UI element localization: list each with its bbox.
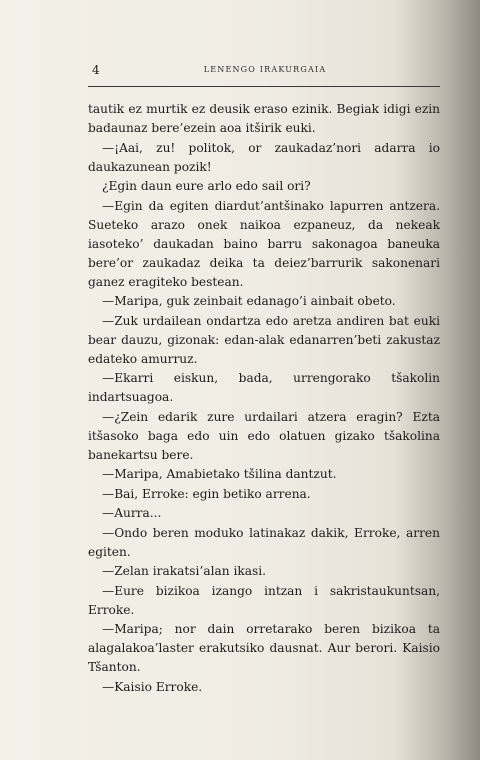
body-text: [88, 100, 440, 697]
paragraph: —Maripa, Amabietako tšilina dantzut.: [102, 467, 337, 481]
header-rule: [88, 86, 440, 87]
paragraph: —Aurra...: [102, 506, 162, 520]
paragraph: —Egin da egiten diardut’antšinako lapurren antzera. Sueteko arazo onek naikoa ezpaneuz, da nekeak iasoteko’ daukadan baino barru sakonagoa baneuka bere’or zaukadaz deika ta deiez’barrurik sakonenari ganez eragiteko bestean.: [88, 198, 440, 289]
page-number: 4: [92, 63, 101, 77]
paragraph: —Eure bizikoa izango intzan i sakristaukuntsan, Erroke.: [88, 583, 440, 617]
paragraph: —¿Zein edarik zure urdailari atzera eragin? Ezta itšasoko baga edo uin edo olatuen gizako tšakolina banekartsu bere.: [88, 409, 440, 462]
paragraph: —¡Aai, zu! politok, or zaukadaz’nori adarra io daukazunean pozik!: [88, 140, 440, 174]
paragraph: —Maripa, guk zeinbait edanago’i ainbait obeto.: [102, 294, 396, 308]
paragraph: —Ondo beren moduko latinakaz dakik, Erroke, arren egiten.: [88, 525, 440, 559]
paragraph: ¿Egin daun eure arlo edo sail ori?: [102, 179, 311, 193]
paragraph: —Bai, Erroke: egin betiko arrena.: [102, 486, 311, 501]
paragraph: tautik ez murtik ez deusik eraso ezinik. Begiak idigi ezin badaunaz bere’ezein aoa itširik euki.: [88, 102, 440, 135]
paragraph: —Zuk urdailean ondartza edo aretza andiren bat euki bear dauzu, gizonak: edan-alak edanarren’beti zakustaz edateko amurruz.: [88, 313, 440, 366]
paragraph: —Kaisio Erroke.: [102, 679, 203, 694]
paragraph: —Zelan irakatsi’alan ikasi.: [102, 564, 267, 578]
paragraph: —Maripa; nor dain orretarako beren bizikoa ta alagalakoa’laster erakutsiko dausnat. Aur berori. Kaisio Tšanton.: [88, 622, 440, 674]
paragraph: —Ekarri eiskun, bada, urrengorako tšakolin indartsuagoa.: [88, 371, 440, 404]
running-head: LENENGO IRAKURGAIA: [203, 65, 327, 74]
